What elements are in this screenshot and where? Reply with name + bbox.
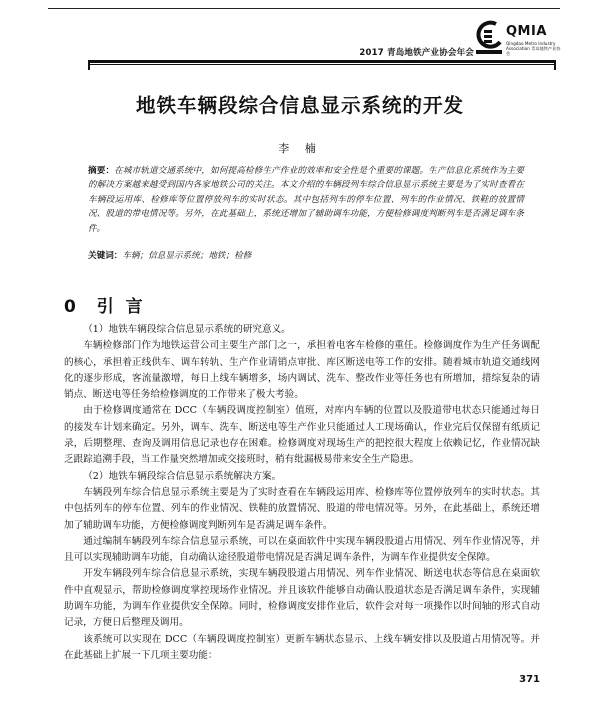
section-number: 0 xyxy=(64,297,79,317)
paragraph: 该系统可以实现在 DCC（车辆段调度控制室）更新车辆状态显示、上线车辆安排以及股道占用情况等。并在此基础上扩展一下几项主要功能： xyxy=(64,633,540,661)
keywords-text: 车辆；信息显示系统；地铁；检修 xyxy=(122,251,252,261)
logo-name: QMIA xyxy=(506,24,547,39)
paper-title: 地铁车辆段综合信息显示系统的开发 xyxy=(135,94,464,117)
keywords xyxy=(88,249,524,263)
header-top-rule xyxy=(48,8,560,9)
paragraph: （1）地铁车辆段综合信息显示系统的研究意义。 xyxy=(83,324,291,335)
keywords-label: 关键词： xyxy=(88,251,123,261)
paragraph: 车辆检修部门作为地铁运营公司主要生产部门之一，承担着电客车检修的重任。检修调度作为生产任务调配的核心，承担着正线供车、调车转轨、生产作业请销点审批、库区断送电等工作的安排。随着城市轨道交通线网化的逐步形成，客流量激增，每日上线车辆增多，场内调试、洗车、整改作业等任务也有所增加，措综复杂的请销点、断送电等任务给检修调度的工作带来了极大考验。 xyxy=(64,340,540,401)
abstract-text: 在城市轨道交通系统中，如何提高检修生产作业的效率和安全性是个重要的课题。生产信息化系统作为主要的解决方案越来越受到国内各家地铁公司的关注。本文介绍的车辆段列车综合信息显示系统主要是为了实时查看在车辆段运用库、检修库等位置停放列车的实时状态。其中包括列车的停车位置、列车的作业情况、铁鞋的放置情况、股道的带电情况等。另外，在此基础上，系统还增加了辅助调车功能，方便检修调度判断列车是否满足调车条件。 xyxy=(88,166,524,234)
association-logo xyxy=(474,20,562,58)
header-rule-tick-left xyxy=(88,60,90,70)
running-head: 2017 青岛地铁产业协会年会 xyxy=(359,48,474,58)
qmia-logo-icon xyxy=(474,20,504,56)
header-rule-tick-right xyxy=(554,60,556,70)
header-rule-thin xyxy=(88,64,556,65)
abstract-label: 摘要： xyxy=(88,166,115,176)
body-text xyxy=(64,322,540,664)
header-rule xyxy=(88,60,556,63)
paragraph: 车辆段列车综合信息显示系统主要是为了实时查看在车辆段运用库、检修库等位置停放列车的实时状态。其中包括列车的停车位置、列车的作业情况、铁鞋的放置情况、股道的带电情况等。另外，在此基础上，系统还增加了辅助调车功能，方便检修调度判断列车是否满足调车条件。 xyxy=(64,486,540,531)
paragraph: 由于检修调度通常在 DCC（车辆段调度控制室）值班，对库内车辆的位置以及股道带电状态只能通过每日的接发车计划来确定。另外，调车、洗车、断送电等生产作业只能通过人工现场确认，作业完后仅保留有纸质记录，后期整理、查询及调用信息记录也存在困难。检修调度对现场生产的把控很大程度上依赖记忆，作业情况缺乏跟踪追溯手段，当工作量突然增加或交接班时，稍有纰漏极易带来安全生产隐患。 xyxy=(64,405,540,466)
abstract xyxy=(88,164,524,236)
paragraph: 通过编制车辆段列车综合信息显示系统，可以在桌面软件中实现车辆段股道占用情况、列车作业情况等，并且可以实现辅助调车功能，自动确认途径股道带电情况是否满足调车条件，为调车作业提供安全保障。 xyxy=(64,535,540,564)
section-heading xyxy=(64,292,146,317)
paragraph: 开发车辆段列车综合信息显示系统，实现车辆段股道占用情况、列车作业情况、断送电状态等信息在桌面软件中直观显示，帮助检修调度掌控现场作业情况。并且该软件能够自动确认股道状态是否满足调车条件，实现辅助调车功能，为调车作业提供安全保障。同时，检修调度安排作业后，软件会对每一项操作以时间轴的形式自动记录，方便日后整理及调用。 xyxy=(64,568,540,629)
author: 李 楠 xyxy=(278,142,322,155)
logo-subtitle: Qingdao Metro Industry Association 青岛地铁产业协会 xyxy=(506,41,561,56)
section-title: 引 言 xyxy=(96,297,146,317)
page-number: 371 xyxy=(519,674,540,685)
paragraph: （2）地铁车辆段综合信息显示系统解决方案。 xyxy=(83,470,282,482)
